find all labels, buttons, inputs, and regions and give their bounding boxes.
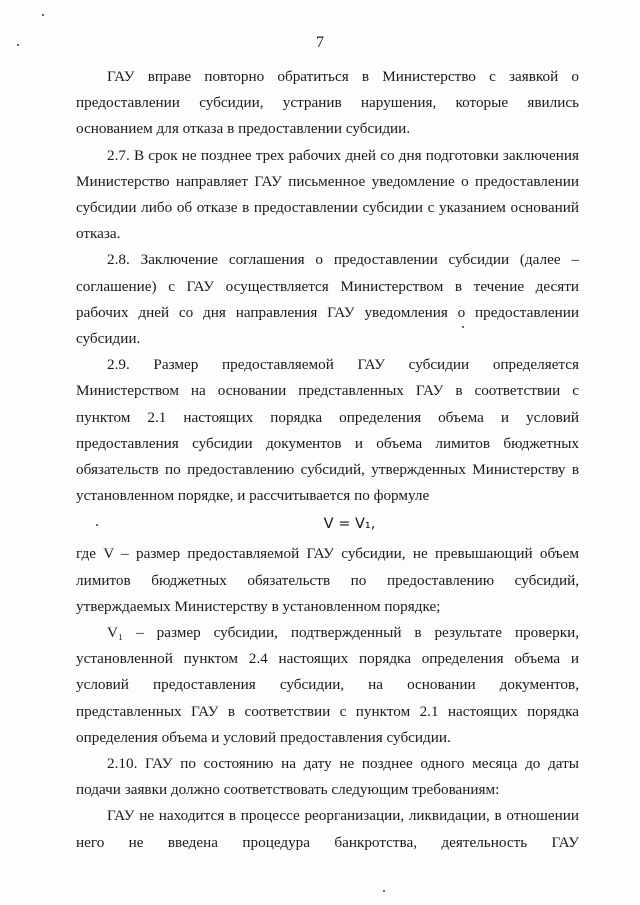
scan-speck bbox=[96, 524, 98, 526]
paragraph-v-definition: где V – размер предоставляемой ГАУ субсидии, не превышающий объем лимитов бюджетных обязательств по предоставлению субсидий, утверждаемых Министерству в установленном порядке; bbox=[76, 545, 579, 615]
paragraph-2-10: 2.10. ГАУ по состоянию на дату не позднее одного месяца до даты подачи заявки должно соответствовать следующим требованиям: bbox=[76, 755, 579, 799]
subsidy-formula: V = V₁, bbox=[323, 516, 376, 533]
page-number: 7 bbox=[316, 34, 324, 51]
scan-speck bbox=[42, 14, 44, 16]
paragraph-gau-requirements: ГАУ не находится в процессе реорганизации, ликвидации, в отношении него не введена процедура банкротства, деятельность ГАУ bbox=[76, 807, 579, 851]
paragraph-2-8: 2.8. Заключение соглашения о предоставлении субсидии (далее – соглашение) с ГАУ осуществляется Министерством в течение десяти рабочих дней со дня направления ГАУ уведомления о предоставлении субсидии. bbox=[76, 251, 579, 348]
paragraph-v1-definition: V₁ – размер субсидии, подтвержденный в результате проверки, установленной пунктом 2.4 настоящих порядка определения объема и условий предоставления субсидии, на основании документов, представленных ГАУ в соответствии с пунктом 2.1 настоящих порядка определения объема и условий предоставления субсидии. bbox=[76, 624, 579, 746]
paragraph-2-7: 2.7. В срок не позднее трех рабочих дней со дня подготовки заключения Министерство направляет ГАУ письменное уведомление о предоставлении субсидии либо об отказе в предоставлении субсидии с указанием оснований отказа. bbox=[76, 146, 579, 243]
scan-speck bbox=[383, 890, 385, 892]
paragraph-gau-repeat-application: ГАУ вправе повторно обратиться в Министерство с заявкой о предоставлении субсидии, устранив нарушения, которые явились основанием для отказа в предоставлении субсидии. bbox=[76, 68, 579, 138]
paragraph-2-9: 2.9. Размер предоставляемой ГАУ субсидии определяется Министерством на основании представленных ГАУ в соответствии с пунктом 2.1 настоящих порядка определения объема и условий предоставления субсидии документов и объема лимитов бюджетных обязательств по предоставлению субсидий, утвержденных Министерству в установленном порядке, и рассчитывается по формуле bbox=[76, 356, 579, 505]
scan-speck bbox=[462, 326, 464, 328]
scan-speck bbox=[17, 44, 19, 46]
document-body bbox=[76, 64, 579, 856]
